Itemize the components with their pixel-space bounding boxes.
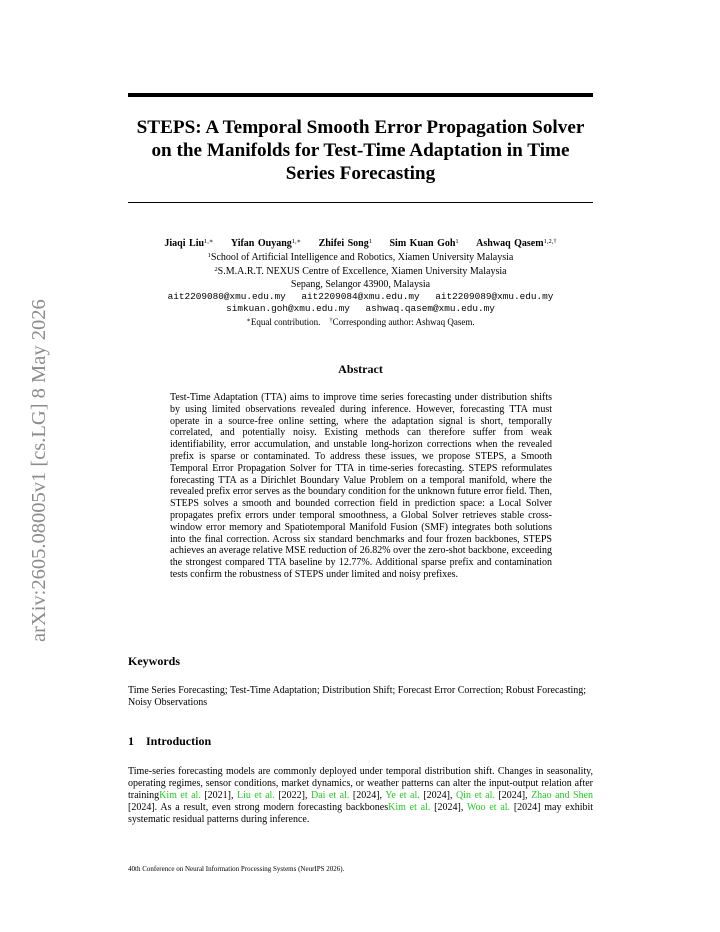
title-line: STEPS: A Temporal Smooth Error Propagation Solver: [136, 117, 585, 138]
citation-year[interactable]: [2024]: [513, 801, 541, 813]
title-rule-top: [128, 93, 593, 97]
author-name: Jiaqi Liu$^{1,∗}$: [164, 238, 214, 249]
email[interactable]: simkuan.goh@xmu.edu.my: [226, 303, 350, 315]
citation-link[interactable]: Liu et al.: [237, 789, 275, 801]
citation-link[interactable]: Kim et al.: [159, 789, 201, 801]
citation-link[interactable]: Zhao and Shen: [531, 789, 594, 801]
author-name: Yifan Ouyang$^{1,∗}$: [230, 238, 302, 249]
section-heading-introduction: [128, 734, 211, 749]
author-block: [128, 236, 593, 328]
title-line: on the Manifolds for Test-Time Adaptation in Time: [151, 140, 570, 161]
email[interactable]: ashwaq.qasem@xmu.edu.my: [365, 303, 495, 315]
address: Sepang, Selangor 43900, Malaysia: [290, 278, 431, 290]
title-rule-bottom: [128, 202, 593, 203]
citation-year[interactable]: [2024]: [423, 789, 450, 801]
arxiv-identifier[interactable]: arXiv:2605.08005v1 [cs.LG] 8 May 2026: [28, 299, 50, 642]
citation-year[interactable]: [2024]: [434, 801, 461, 813]
email-line: [128, 303, 593, 315]
conference-footnote: 40th Conference on Neural Information Processing Systems (NeurIPS 2026).: [128, 865, 345, 873]
paper-title: [128, 116, 593, 185]
citation-link[interactable]: Ye et al.: [385, 789, 420, 801]
keywords-heading: Keywords: [128, 654, 180, 668]
author-name: Zhifei Song$^1$: [318, 238, 372, 249]
email[interactable]: ait2209089@xmu.edu.my: [435, 290, 554, 302]
citation-year[interactable]: [2024]: [498, 789, 526, 801]
citation-link[interactable]: Qin et al.: [455, 789, 495, 801]
email[interactable]: ait2209080@xmu.edu.my: [167, 290, 286, 302]
introduction-paragraph: Time-series forecasting models are commonly deployed under temporal distribution shift. Changes in seasonality, operating regimes, sensor conditions, market dynamics, or weather patterns can alter the input-output relation after trainingKim et al. [2021], Liu et al. [2022], Dai et al. [2024], Ye et al. [2024], Qin et al. [2024], Zhao and Shen [2024]. As a result, even strong modern forecasting backbonesKim et al. [2024], Woo et al. [2024] may exhibit systematic residual patterns during inference.: [128, 766, 594, 825]
citation-link[interactable]: Kim et al.: [388, 801, 431, 813]
arxiv-side-stamp: [28, 262, 58, 642]
abstract-text: Test-Time Adaptation (TTA) aims to improve time series forecasting under distribution shifts by using limited observations revealed during inference. However, forecasting TTA must operate in a source-free online setting, where the adaptation signal is short, temporally correlated, and potentially noisy. Existing methods can therefore suffer from weak identifiability, error accumulation, and unstable long-horizon corrections when the revealed prefix is sparse or contaminated. To address these issues, we propose STEPS, a Smooth Temporal Error Propagation Solver for TTA in time-series forecasting. STEPS reformulates forecasting TTA as a Dirichlet Boundary Value Problem on a temporal manifold, where the revealed prefix error serves as the boundary condition for the unknown future error field. Then, STEPS solves a smooth and bounded correction field in prediction space: a Local Solver propagates prefix errors under temporal smoothness, a Global Solver retrieves stable cross-window error memory and Spatiotemporal Manifold Fusion (SMF) integrates both solutions into the final correction. Across six standard benchmarks and four frozen backbones, STEPS achieves an average relative MSE reduction of 26.82% over the zero-shot backbone, exceeding the strongest compared TTA baseline by 12.77%. Additional sparse prefix and contamination tests confirm the robustness of STEPS under limited and noisy prefixes.: [170, 392, 552, 580]
citation-year[interactable]: [2024]: [128, 801, 155, 813]
title-line: Series Forecasting: [285, 163, 436, 184]
email-line: [128, 291, 593, 303]
keywords-text: Time Series Forecasting; Test-Time Adaptation; Distribution Shift; Forecast Error Correction; Robust Forecasting; Noisy Observations: [128, 685, 587, 708]
citation-year[interactable]: [2024]: [352, 789, 380, 801]
section-title: Introduction: [146, 734, 212, 748]
citation-year[interactable]: [2022]: [278, 789, 305, 801]
author-name: Ashwaq Qasem$^{1,2,\dagger}$: [476, 238, 557, 249]
author-notes: ∗Equal contribution. †Corresponding author: Ashwaq Qasem.: [246, 317, 475, 328]
affiliation-2: $^2$S.M.A.R.T. NEXUS Centre of Excellence, Xiamen University Malaysia: [214, 266, 507, 278]
section-number: 1: [128, 734, 134, 748]
citation-year[interactable]: [2021]: [204, 789, 231, 801]
citation-link[interactable]: Dai et al.: [311, 789, 350, 801]
email[interactable]: ait2209084@xmu.edu.my: [301, 290, 420, 302]
citation-link[interactable]: Woo et al.: [466, 801, 511, 813]
author-list: [128, 236, 593, 250]
author-name: Sim Kuan Goh$^1$: [389, 238, 459, 249]
affiliation-1: $^1$School of Artificial Intelligence and Robotics, Xiamen University Malaysia: [207, 252, 514, 264]
abstract-heading: Abstract: [338, 362, 383, 376]
